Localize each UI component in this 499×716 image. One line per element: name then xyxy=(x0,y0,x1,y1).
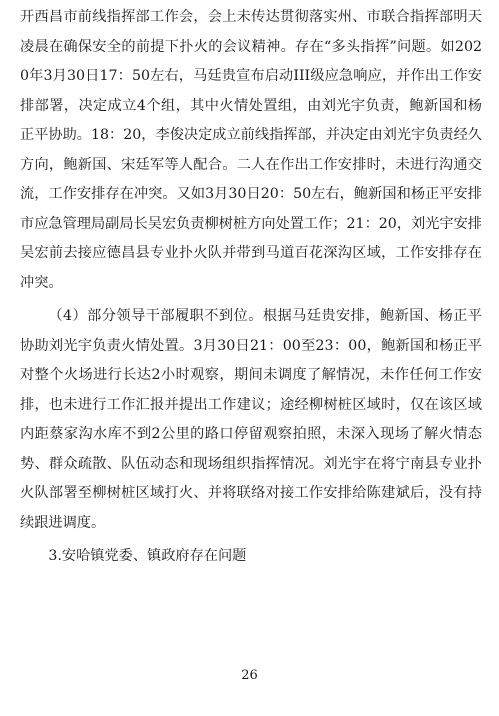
paragraph-leader-duty-failures: （4）部分领导干部履职不到位。根据马廷贵安排，鲍新国、杨正平协助刘光宇负责火情处置。3月30日21：00至23：00，鲍新国和杨正平对整个火场进行长达2小时观察，期间未调度了解情况，未作任何工作安排，也未进行工作汇报并提出工作建议；途经柳树桩区域时，仅在该区域内距蔡家沟水库不到2公里的路口停留观察拍照，未深入现场了解火情态势、群众疏散、队伍动态和现场组织指挥情况。刘光宇在将宁南县专业扑火队部署至柳树桩区域打火、并将联络对接工作安排给陈建斌后，没有持续跟进调度。 xyxy=(20,308,482,531)
page-number: 26 xyxy=(241,668,258,683)
section-heading-anha-town: 3.安哈镇党委、镇政府存在问题 xyxy=(48,548,247,564)
paragraph-meeting-and-command-issues: 开西昌市前线指挥部工作会，会上未传达贯彻落实州、市联合指挥部明天凌晨在确保安全的前提下扑火的会议精神。存在“多头指挥”问题。如2020年3月30日17：50左右，马廷贵宣布启动III级应急响应，并作出工作安排部署，决定成立4个组，其中火情处置组，由刘光宇负责，鲍新国和杨正平协助。18：20，李俊决定成立前线指挥部，并决定由刘光宇负责经久方向，鲍新国、宋廷军等人配合。二人在作出工作安排时，未进行沟通交流，工作安排存在冲突。又如3月30日20：50左右，鲍新国和杨正平安排市应急管理局副局长吴宏负责柳树桩方向处置工作；21：20，刘光宇安排吴宏前去接应德昌县专业扑火队并带到马道百花深沟区域，工作安排存在冲突。 xyxy=(20,9,482,291)
page-body xyxy=(20,3,482,572)
